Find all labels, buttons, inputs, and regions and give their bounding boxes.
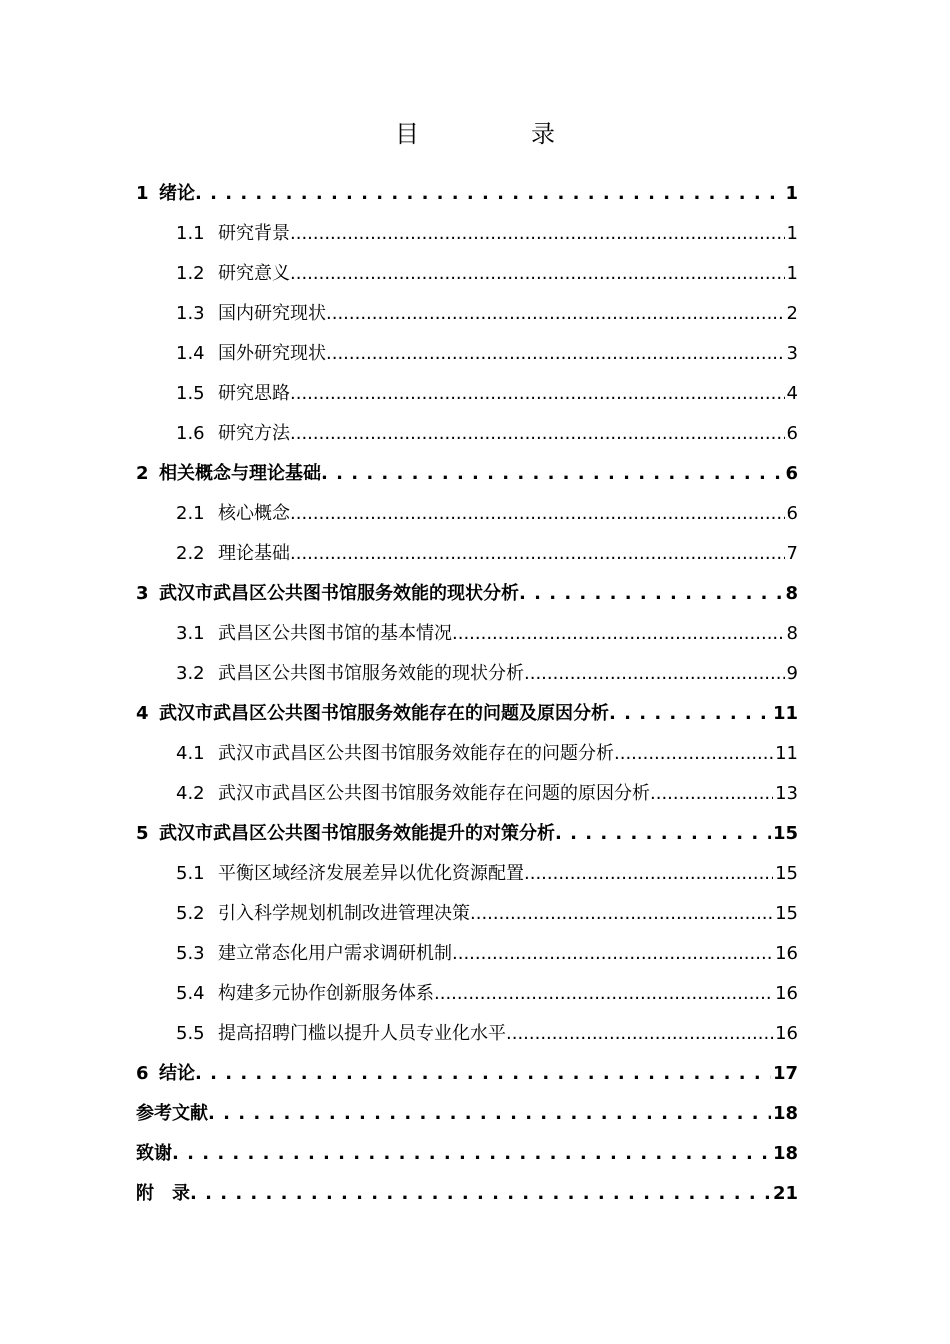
dot-leader	[609, 700, 771, 728]
section-title: 引入科学规划机制改进管理决策	[218, 903, 470, 924]
dot-leader	[506, 1020, 773, 1048]
section-title: 研究意义	[218, 263, 290, 284]
page-number: 18	[772, 1103, 798, 1124]
section-number: 5.1	[176, 863, 205, 884]
page-number: 1	[786, 263, 798, 284]
toc-entry[interactable]	[136, 180, 798, 208]
section-title: 武汉市武昌区公共图书馆服务效能存在的问题分析	[218, 743, 614, 764]
toc-entry[interactable]	[176, 340, 798, 368]
dot-leader	[290, 220, 785, 248]
section-number: 2.2	[176, 543, 205, 564]
page-number: 15	[775, 903, 798, 924]
toc-entry[interactable]	[176, 980, 798, 1008]
dot-leader	[326, 300, 785, 328]
section-title: 武汉市武昌区公共图书馆服务效能存在问题的原因分析	[218, 783, 650, 804]
section-number: 1.6	[176, 423, 205, 444]
dot-leader	[172, 1140, 771, 1168]
page-number: 16	[775, 943, 798, 964]
dot-leader	[524, 660, 785, 688]
toc-entry[interactable]	[136, 1100, 798, 1128]
dot-leader	[290, 260, 785, 288]
page-number: 6	[786, 503, 798, 524]
section-number: 1.5	[176, 383, 205, 404]
section-number: 1.3	[176, 303, 205, 324]
section-number: 1.2	[176, 263, 205, 284]
page-number: 11	[775, 743, 798, 764]
page-number: 11	[772, 703, 798, 724]
page-number: 3	[786, 343, 798, 364]
section-title: 相关概念与理论基础	[159, 463, 321, 484]
page-number: 15	[772, 823, 798, 844]
section-number: 1.4	[176, 343, 205, 364]
dot-leader	[519, 580, 783, 608]
toc-entry[interactable]	[176, 260, 798, 288]
section-title: 附 录	[136, 1183, 190, 1204]
section-number: 1.1	[176, 223, 205, 244]
dot-leader	[290, 500, 785, 528]
page-number: 13	[775, 783, 798, 804]
toc-entry[interactable]	[176, 660, 798, 688]
page-number: 15	[775, 863, 798, 884]
section-number: 4.2	[176, 783, 205, 804]
section-title: 武汉市武昌区公共图书馆服务效能的现状分析	[159, 583, 519, 604]
toc-entry[interactable]	[176, 620, 798, 648]
page-number: 21	[772, 1183, 798, 1204]
section-number: 2.1	[176, 503, 205, 524]
section-title: 武汉市武昌区公共图书馆服务效能存在的问题及原因分析	[159, 703, 609, 724]
toc-entry[interactable]	[136, 1180, 798, 1208]
section-number: 5.4	[176, 983, 205, 1004]
toc-entry[interactable]	[136, 700, 798, 728]
section-number: 2	[136, 463, 149, 484]
dot-leader	[555, 820, 771, 848]
dot-leader	[290, 380, 785, 408]
toc-entry[interactable]	[176, 780, 798, 808]
dot-leader	[326, 340, 785, 368]
toc-entry[interactable]	[176, 220, 798, 248]
page-number: 6	[786, 423, 798, 444]
section-title: 武昌区公共图书馆服务效能的现状分析	[218, 663, 524, 684]
toc-entry[interactable]	[176, 540, 798, 568]
toc-entry[interactable]	[176, 1020, 798, 1048]
section-title: 国内研究现状	[218, 303, 326, 324]
toc-entry[interactable]	[136, 820, 798, 848]
toc-entry[interactable]	[176, 740, 798, 768]
section-title: 平衡区域经济发展差异以优化资源配置	[218, 863, 524, 884]
toc-entry[interactable]	[136, 1060, 798, 1088]
toc-entry[interactable]	[136, 1140, 798, 1168]
section-number: 5.3	[176, 943, 205, 964]
dot-leader	[614, 740, 773, 768]
page-number: 16	[775, 1023, 798, 1044]
dot-leader	[524, 860, 773, 888]
section-title: 理论基础	[218, 543, 290, 564]
section-number: 5.5	[176, 1023, 205, 1044]
section-number: 6	[136, 1063, 149, 1084]
toc-entry[interactable]	[176, 900, 798, 928]
page-number: 6	[785, 463, 798, 484]
toc-entry[interactable]	[176, 380, 798, 408]
section-title: 绪论	[159, 183, 195, 204]
toc-entry[interactable]	[136, 580, 798, 608]
toc-entry[interactable]	[176, 940, 798, 968]
toc-title: 目 录	[395, 120, 599, 148]
section-title: 武汉市武昌区公共图书馆服务效能提升的对策分析	[159, 823, 555, 844]
page-number: 2	[786, 303, 798, 324]
dot-leader	[321, 460, 783, 488]
page-number: 7	[786, 543, 798, 564]
section-title: 致谢	[136, 1143, 172, 1164]
section-number: 5	[136, 823, 149, 844]
toc-entry[interactable]	[176, 420, 798, 448]
page-number: 17	[772, 1063, 798, 1084]
section-title: 研究背景	[218, 223, 290, 244]
section-title: 参考文献	[136, 1103, 208, 1124]
section-number: 3.2	[176, 663, 205, 684]
section-number: 1	[136, 183, 149, 204]
dot-leader	[452, 940, 773, 968]
section-number: 4.1	[176, 743, 205, 764]
toc-entry[interactable]	[176, 860, 798, 888]
dot-leader	[290, 540, 785, 568]
page-number: 4	[786, 383, 798, 404]
section-title: 结论	[159, 1063, 195, 1084]
page-number: 8	[785, 583, 798, 604]
dot-leader	[290, 420, 785, 448]
dot-leader	[195, 1060, 771, 1088]
page-number: 18	[772, 1143, 798, 1164]
section-title: 提高招聘门槛以提升人员专业化水平	[218, 1023, 506, 1044]
section-title: 武昌区公共图书馆的基本情况	[218, 623, 452, 644]
page-number: 1	[786, 223, 798, 244]
dot-leader	[190, 1180, 771, 1208]
dot-leader	[208, 1100, 771, 1128]
toc-entry[interactable]	[176, 300, 798, 328]
section-title: 建立常态化用户需求调研机制	[218, 943, 452, 964]
page-number: 8	[786, 623, 798, 644]
dot-leader	[470, 900, 773, 928]
section-title: 核心概念	[218, 503, 290, 524]
section-title: 研究方法	[218, 423, 290, 444]
section-number: 5.2	[176, 903, 205, 924]
section-title: 构建多元协作创新服务体系	[218, 983, 434, 1004]
dot-leader	[452, 620, 785, 648]
toc-entry[interactable]	[136, 460, 798, 488]
section-title: 研究思路	[218, 383, 290, 404]
dot-leader	[195, 180, 783, 208]
section-number: 3	[136, 583, 149, 604]
section-number: 3.1	[176, 623, 205, 644]
toc-entry[interactable]	[176, 500, 798, 528]
dot-leader	[650, 780, 773, 808]
page-number: 1	[785, 183, 798, 204]
section-number: 4	[136, 703, 149, 724]
page-number: 16	[775, 983, 798, 1004]
page-number: 9	[786, 663, 798, 684]
dot-leader	[434, 980, 773, 1008]
section-title: 国外研究现状	[218, 343, 326, 364]
